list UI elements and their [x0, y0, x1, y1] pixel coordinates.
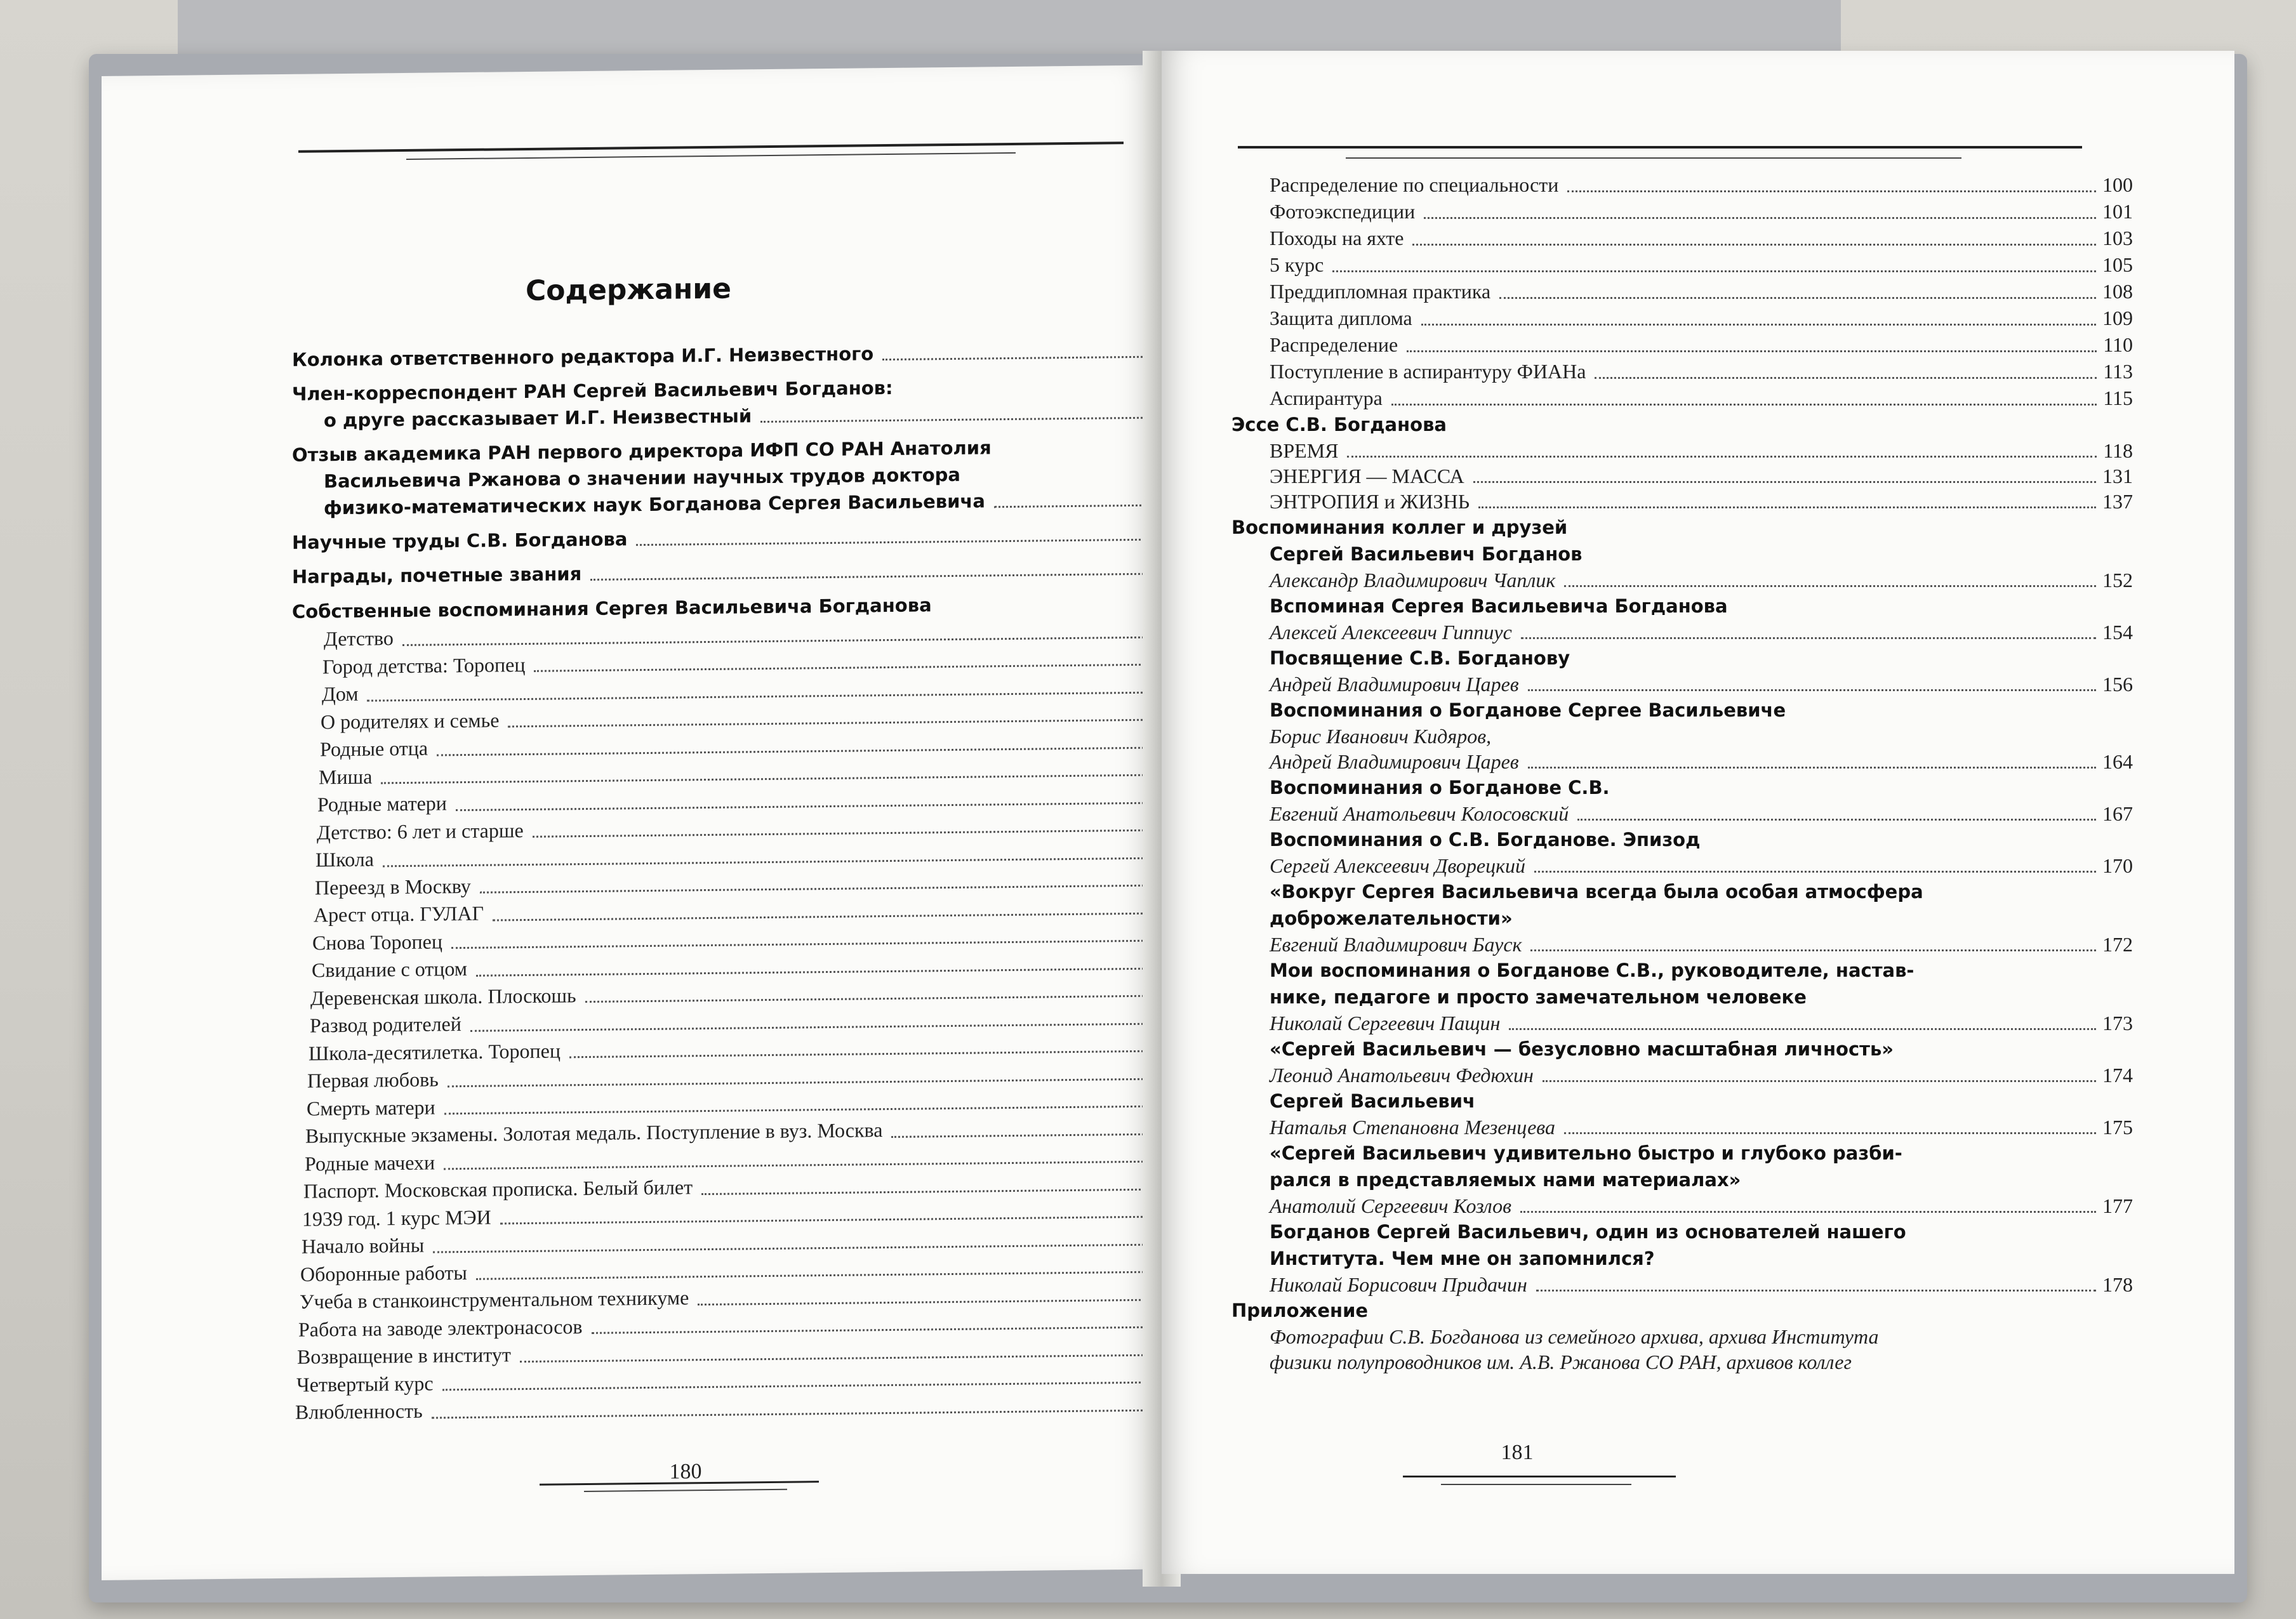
toc-entry-label: Миша: [319, 765, 373, 788]
toc-line: Отзыв академика РАН первого директора ИФП СО РАН Анатолия: [292, 437, 992, 466]
toc-page-number: 109: [2102, 307, 2133, 329]
memory-title: Богданов Сергей Васильевич, один из основателей нашего: [1270, 1221, 1906, 1243]
memory-author: Борис Иванович Кидяров,: [1270, 725, 1492, 748]
toc-entry-label: 1939 год. 1 курс МЭИ: [302, 1205, 491, 1231]
toc-entry-label: Работа на заводе электронасосов: [298, 1314, 583, 1341]
toc-entry-label: Родные матери: [317, 791, 447, 816]
toc-main-entry: [292, 372, 1212, 433]
dot-leader: [1564, 585, 2096, 587]
memory-title: Посвящение С.В. Богданову: [1270, 647, 1570, 669]
toc-sub-entry: [1231, 198, 2133, 225]
toc-main-entry: [292, 520, 1212, 555]
toc-page-number: 174: [2102, 1064, 2133, 1087]
toc-main-entry: [292, 433, 1212, 521]
footer-rule-thin: [584, 1489, 787, 1492]
toc-page-number: 108: [2102, 280, 2133, 303]
toc-entry-label: Андрей Владимирович Царев: [1270, 750, 1519, 773]
memory-author: [1231, 853, 2133, 878]
dot-leader: [448, 1078, 1186, 1087]
toc-entry-label: ЭНЕРГИЯ — МАССА: [1270, 465, 1464, 487]
page-number-right: 181: [1501, 1441, 1534, 1464]
dot-leader: [1564, 1132, 2096, 1134]
toc-entry-label: Научные труды С.В. Богданова: [292, 528, 628, 553]
toc-entry-label: О родителях и семье: [321, 708, 500, 733]
dot-leader: [1577, 819, 2096, 821]
dot-leader: [470, 1022, 1186, 1032]
toc-entry-label: ВРЕМЯ: [1270, 439, 1339, 462]
memory-entry: [1231, 697, 2133, 774]
dot-leader: [1421, 324, 2096, 326]
toc-entry-label: Наталья Степановна Мезенцева: [1270, 1116, 1555, 1139]
toc-entry-label: физико-математических наук Богданова Сергея Васильевича: [324, 490, 985, 519]
dot-leader: [444, 1105, 1186, 1114]
toc-page-number: 137: [2102, 490, 2133, 513]
dot-leader: [636, 538, 1186, 546]
toc-entry-label: Переезд в Москву: [315, 874, 471, 899]
toc-entry-label: о друге рассказывает И.Г. Неизвестный: [324, 405, 752, 432]
memory-title: Воспоминания о Богданове Сергее Васильевиче: [1270, 699, 1786, 721]
toc-page-number: 164: [2102, 750, 2133, 773]
memory-entry: [1231, 1036, 2133, 1088]
dot-leader: [476, 1271, 1186, 1280]
memory-title: «Вокруг Сергея Васильевича всегда была особая атмосфера: [1270, 881, 1923, 902]
dot-leader: [444, 1160, 1186, 1170]
dot-leader: [1534, 871, 2096, 873]
toc-entry-label: Александр Владимирович Чаплик: [1270, 569, 1556, 591]
toc-page-number: 152: [2102, 569, 2133, 591]
memory-title: Сергей Васильевич Богданов: [1270, 543, 1583, 565]
memory-entry: [1231, 826, 2133, 878]
dot-leader: [1520, 1211, 2096, 1213]
dot-leader: [590, 572, 1186, 581]
toc-entry-label: Начало войны: [302, 1233, 425, 1258]
dot-leader: [533, 829, 1186, 838]
toc-page-number: 105: [2102, 253, 2133, 276]
toc-sub-entry: [1231, 358, 2133, 385]
dot-leader: [1521, 637, 2096, 639]
toc-sub-entry: [1231, 463, 2133, 489]
memory-title: доброжелательности»: [1270, 908, 1513, 929]
toc-sub-entry: [1231, 438, 2133, 463]
toc-entry-label: Деревенская школа. Плоскошь: [310, 983, 576, 1010]
dot-leader: [1424, 217, 2096, 219]
toc-entry-label: Возвращение в институт: [297, 1343, 511, 1368]
toc-page-number: 103: [2102, 227, 2133, 249]
toc-entry-label: ЭНТРОПИЯ и ЖИЗНЬ: [1270, 490, 1470, 513]
memory-entry: [1231, 774, 2133, 826]
memory-author: [1231, 932, 2133, 957]
toc-entry-label: Алексей Алексеевич Гиппиус: [1270, 621, 1512, 644]
dot-leader: [592, 1326, 1186, 1334]
toc-entry-label: Поступление в аспирантуру ФИАНа: [1270, 360, 1586, 383]
memory-entry: [1231, 878, 2133, 957]
right-page: [1162, 51, 2234, 1574]
toc-entry-label: Арест отца. ГУЛАГ: [314, 901, 484, 927]
dot-leader: [451, 939, 1186, 949]
dot-leader: [432, 1409, 1186, 1418]
toc-entry-label: Выпускные экзамены. Золотая медаль. Поступление в вуз. Москва: [305, 1118, 883, 1147]
memory-entry: [1231, 645, 2133, 697]
dot-leader: [520, 1354, 1186, 1363]
header-rule: [298, 142, 1124, 153]
left-toc: [292, 338, 1212, 1427]
toc-page-number: 178: [2102, 1273, 2133, 1296]
toc-entry-label: Андрей Владимирович Царев: [1270, 673, 1519, 696]
dot-leader: [1530, 949, 2096, 951]
toc-entry-label: Евгений Владимирович Бауск: [1270, 933, 1522, 956]
dot-leader: [442, 1381, 1186, 1391]
toc-entry-label: Колонка ответственного редактора И.Г. Неизвестного: [292, 343, 874, 371]
memory-title: рался в представляемых нами материалах»: [1270, 1169, 1741, 1191]
toc-sub-entry: [1231, 331, 2133, 358]
left-page: [102, 65, 1155, 1580]
toc-entry-label: Оборонные работы: [300, 1260, 467, 1286]
toc-entry-label: Свидание с отцом: [312, 956, 468, 982]
dot-leader: [1478, 506, 2096, 508]
toc-page-number: 154: [2102, 621, 2133, 644]
dot-leader: [383, 857, 1186, 867]
memory-author: [1231, 801, 2133, 826]
toc-page-number: 156: [2102, 673, 2133, 696]
memory-entry: [1231, 1088, 2133, 1140]
toc-line: Васильевича Ржанова о значении научных трудов доктора: [324, 463, 960, 492]
memory-author: [1231, 567, 2133, 593]
dot-leader: [760, 416, 1196, 423]
toc-entry-label: Школа-десятилетка. Торопец: [309, 1038, 561, 1065]
header-rule-thin: [1346, 157, 1961, 159]
memory-title: Сергей Васильевич: [1270, 1090, 1475, 1112]
toc-entry: [292, 520, 1212, 555]
toc-entry-label: Школа: [315, 847, 374, 871]
toc-sub-entry: [1231, 489, 2133, 514]
dot-leader: [456, 802, 1186, 811]
memory-author: [1231, 1114, 2133, 1140]
toc-entry-label: Город детства: Торопец: [322, 652, 526, 678]
dot-leader: [1332, 270, 2096, 272]
dot-leader: [493, 912, 1186, 921]
appendix-heading: Приложение: [1231, 1300, 1369, 1321]
toc-entry-label: Аспирантура: [1270, 387, 1383, 409]
toc-page-number: 110: [2103, 333, 2133, 356]
toc-sub-entry: [1231, 251, 2133, 278]
toc-page-number: 167: [2102, 802, 2133, 825]
dot-leader: [569, 1050, 1186, 1058]
toc-entry-label: Походы на яхте: [1270, 227, 1404, 249]
toc-entry-label: Смерть матери: [307, 1095, 435, 1120]
memory-entry: [1231, 1140, 2133, 1219]
header-rule: [1238, 146, 2082, 149]
memories-heading: Воспоминания коллег и друзей: [1231, 517, 1568, 538]
dot-leader: [437, 746, 1186, 756]
dot-leader: [1567, 190, 2096, 192]
footer-rule-thin: [1441, 1484, 1631, 1485]
dot-leader: [500, 1215, 1186, 1224]
memory-author: [1231, 1010, 2133, 1036]
toc-entry-label: Анатолий Сергеевич Козлов: [1270, 1194, 1512, 1217]
toc-entry-label: Снова Торопец: [312, 929, 442, 955]
toc-entry-label: Евгений Анатольевич Колосовский: [1270, 802, 1569, 825]
toc-page-number: 172: [2102, 933, 2133, 956]
dot-leader: [1543, 1080, 2096, 1082]
toc-sub-entry: [1231, 385, 2133, 411]
toc-entry-label: Детство: [324, 626, 394, 651]
memory-author: [1231, 619, 2133, 645]
toc-entry-label: Родные отца: [320, 736, 428, 761]
memory-author: [1231, 1062, 2133, 1088]
dot-leader: [433, 1243, 1186, 1253]
toc-main-entry: [292, 555, 1212, 590]
dot-leader: [1528, 689, 2096, 691]
toc-page-number: 170: [2102, 854, 2133, 877]
memory-author: [1231, 1272, 2133, 1297]
right-toc: [1231, 171, 2133, 1375]
toc-entry-label: Защита диплома: [1270, 307, 1412, 329]
memory-entry: [1231, 541, 2133, 593]
toc-page-number: 113: [2103, 360, 2133, 383]
toc-entry-label: Влюбленность: [295, 1399, 423, 1424]
toc-main-entry: [292, 338, 1212, 373]
memory-author: [1231, 749, 2133, 774]
toc-entry-label: Развод родителей: [310, 1012, 461, 1037]
dot-leader: [1391, 404, 2097, 406]
contents-title: Содержание: [526, 272, 731, 308]
toc-entry: [292, 555, 1212, 590]
dot-leader: [381, 774, 1186, 784]
toc-entry-label: Преддипломная практика: [1270, 280, 1491, 303]
essay-heading: Эссе С.В. Богданова: [1231, 414, 1447, 435]
memory-entry: [1231, 593, 2133, 645]
toc-sub-entry: [1231, 278, 2133, 305]
memory-entry: [1231, 1219, 2133, 1297]
dot-leader: [585, 995, 1186, 1003]
toc-entry-label: Дом: [322, 682, 359, 706]
dot-leader: [1499, 297, 2096, 299]
dot-leader: [701, 1188, 1186, 1195]
memory-title: Воспоминания о С.В. Богданове. Эпизод: [1270, 829, 1701, 850]
dot-leader: [476, 967, 1186, 977]
toc-page-number: 115: [2103, 387, 2133, 409]
toc-entry-label: Четвертый курс: [296, 1371, 434, 1396]
memory-title: Воспоминания о Богданове С.В.: [1270, 777, 1610, 798]
dot-leader: [1347, 456, 2097, 458]
toc-page-number: 100: [2102, 173, 2133, 196]
page-number-left: 180: [669, 1460, 702, 1484]
memory-title: Института. Чем мне он запомнился?: [1270, 1248, 1655, 1269]
dot-leader: [534, 663, 1186, 672]
section-heading: Собственные воспоминания Сергея Васильевича Богданова: [292, 594, 932, 623]
toc-entry: [292, 338, 1212, 373]
memory-author: [1231, 1193, 2133, 1219]
header-rule-thin: [406, 152, 1016, 160]
dot-leader: [891, 1133, 1186, 1138]
toc-page-number: 118: [2103, 439, 2133, 462]
toc-sub-entry: [1231, 225, 2133, 251]
dot-leader: [367, 691, 1186, 702]
memory-title: «Сергей Васильевич удивительно быстро и глубоко разби-: [1270, 1142, 1902, 1164]
toc-entry-label: Учеба в станкоинструментальном техникуме: [300, 1286, 689, 1313]
memory-title: Вспоминая Сергея Васильевича Богданова: [1270, 595, 1728, 617]
toc-entry-label: Сергей Алексеевич Дворецкий: [1270, 854, 1526, 877]
toc-page-number: 173: [2102, 1012, 2133, 1034]
toc-entry-label: Родные мачехи: [305, 1151, 435, 1175]
appendix-line: физики полупроводников им. А.В. Ржанова СО РАН, архивов коллег: [1270, 1351, 1852, 1373]
dot-leader: [1407, 350, 2097, 352]
memory-author: [1231, 671, 2133, 697]
toc-page-number: 131: [2102, 465, 2133, 487]
toc-page-number: 101: [2102, 200, 2133, 223]
toc-entry-label: Первая любовь: [307, 1067, 439, 1092]
toc-line: Член-корреспондент РАН Сергей Васильевич Богданов:: [292, 376, 893, 405]
memory-entry: [1231, 957, 2133, 1036]
toc-entry-label: Паспорт. Московская прописка. Белый билет: [303, 1175, 693, 1203]
dot-leader: [1536, 1290, 2096, 1292]
dot-leader: [402, 636, 1186, 646]
appendix-line: Фотографии С.В. Богданова из семейного архива, архива Института: [1270, 1325, 1879, 1348]
toc-entry-label: Леонид Анатольевич Федюхин: [1270, 1064, 1534, 1087]
dot-leader: [1528, 767, 2096, 769]
toc-entry-label: Распределение: [1270, 333, 1398, 356]
dot-leader: [1509, 1028, 2096, 1030]
toc-entry-label: Детство: 6 лет и старше: [317, 818, 524, 843]
dot-leader: [480, 884, 1186, 894]
memory-title: Мои воспоминания о Богданове С.В., руководителе, настав-: [1270, 960, 1914, 981]
toc-entry-label: 5 курс: [1270, 253, 1324, 276]
dot-leader: [508, 718, 1186, 727]
toc-entry-label: Фотоэкспедиции: [1270, 200, 1416, 223]
footer-rule: [1403, 1476, 1676, 1477]
toc-entry-label: Николай Борисович Придачин: [1270, 1273, 1527, 1296]
toc-entry-label: Николай Сергеевич Пащин: [1270, 1012, 1501, 1034]
toc-entry-label: Распределение по специальности: [1270, 173, 1559, 196]
toc-sub-entry: [1231, 305, 2133, 331]
memory-title: «Сергей Васильевич — безусловно масштабная личность»: [1270, 1038, 1894, 1060]
dot-leader: [1473, 481, 2096, 483]
dot-leader: [1412, 244, 2096, 246]
toc-sub-entry: [1231, 171, 2133, 198]
memory-title: нике, педагоге и просто замечательном человеке: [1270, 986, 1807, 1008]
toc-page-number: 177: [2102, 1194, 2133, 1217]
dot-leader: [1595, 377, 2097, 379]
toc-page-number: 175: [2102, 1116, 2133, 1139]
toc-entry-label: Награды, почетные звания: [292, 563, 582, 588]
dot-leader: [698, 1299, 1186, 1305]
